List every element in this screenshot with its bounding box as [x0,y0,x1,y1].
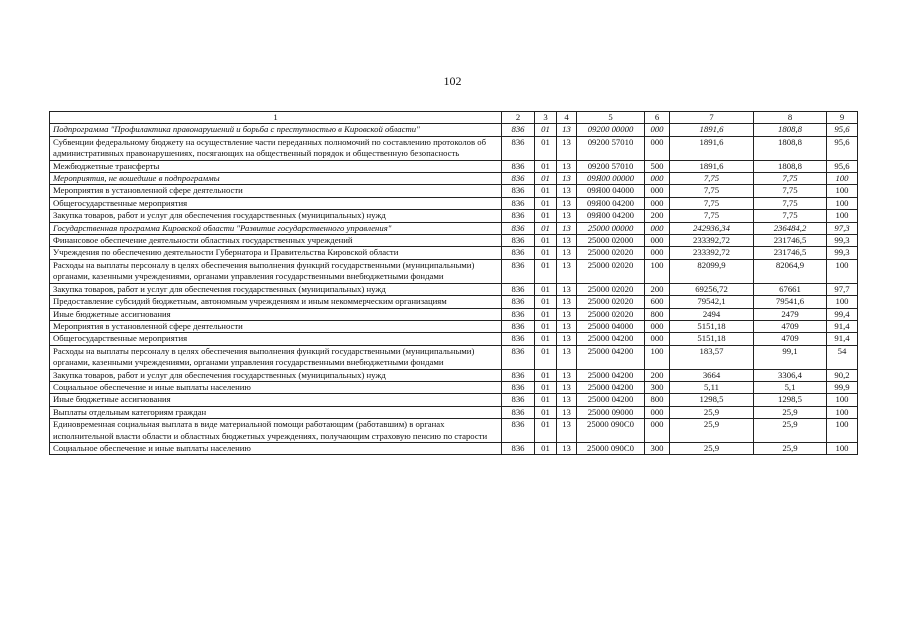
subsection-code: 13 [557,283,577,295]
execution-percent: 100 [827,173,858,185]
admin-code: 836 [502,222,535,234]
subsection-code: 13 [557,442,577,454]
expense-type: 200 [645,283,670,295]
row-name: Выплаты отдельным категориям граждан [50,406,502,418]
admin-code: 836 [502,320,535,332]
row-name: Закупка товаров, работ и услуг для обеспечения государственных (муниципальных) нужд [50,283,502,295]
subsection-code: 13 [557,406,577,418]
planned-amount: 1891,6 [670,124,754,136]
planned-amount: 5151,18 [670,320,754,332]
row-name: Финансовое обеспечение деятельности областных государственных учреждений [50,235,502,247]
header-col-9: 9 [827,112,858,124]
execution-percent: 100 [827,185,858,197]
planned-amount: 79542,1 [670,296,754,308]
expense-type: 000 [645,222,670,234]
page-number: 102 [443,74,462,88]
row-name: Учреждения по обеспечению деятельности Губернатора и Правительства Кировской области [50,247,502,259]
planned-amount: 7,75 [670,210,754,222]
table-row [50,283,858,295]
expense-type: 000 [645,124,670,136]
table-row [50,173,858,185]
header-col-7: 7 [670,112,754,124]
executed-amount: 82064,9 [754,259,827,283]
executed-amount: 7,75 [754,173,827,185]
expense-type: 200 [645,210,670,222]
execution-percent: 97,3 [827,222,858,234]
subsection-code: 13 [557,259,577,283]
target-article: 09Я00 04000 [577,185,645,197]
header-col-3: 3 [535,112,557,124]
table-row [50,185,858,197]
planned-amount: 1891,6 [670,136,754,160]
header-col-8: 8 [754,112,827,124]
admin-code: 836 [502,345,535,369]
target-article: 25000 04200 [577,369,645,381]
row-name: Мероприятия, не вошедшие в подпрограммы [50,173,502,185]
section-code: 01 [535,136,557,160]
section-code: 01 [535,369,557,381]
planned-amount: 82099,9 [670,259,754,283]
target-article: 25000 00000 [577,222,645,234]
target-article: 09Я00 04200 [577,197,645,209]
section-code: 01 [535,419,557,443]
admin-code: 836 [502,394,535,406]
section-code: 01 [535,308,557,320]
table-row [50,308,858,320]
section-code: 01 [535,197,557,209]
header-col-6: 6 [645,112,670,124]
row-name: Закупка товаров, работ и услуг для обеспечения государственных (муниципальных) нужд [50,210,502,222]
subsection-code: 13 [557,419,577,443]
execution-percent: 91,4 [827,320,858,332]
planned-amount: 7,75 [670,185,754,197]
table-row [50,419,858,443]
budget-table [49,111,858,455]
row-name: Мероприятия в установленной сфере деятельности [50,185,502,197]
table-row [50,197,858,209]
section-code: 01 [535,222,557,234]
execution-percent: 95,6 [827,160,858,172]
admin-code: 836 [502,197,535,209]
subsection-code: 13 [557,210,577,222]
table-row [50,136,858,160]
subsection-code: 13 [557,308,577,320]
execution-percent: 97,7 [827,283,858,295]
subsection-code: 13 [557,197,577,209]
execution-percent: 100 [827,419,858,443]
executed-amount: 25,9 [754,442,827,454]
table-row [50,296,858,308]
admin-code: 836 [502,283,535,295]
planned-amount: 233392,72 [670,235,754,247]
row-name: Межбюджетные трансферты [50,160,502,172]
expense-type: 600 [645,296,670,308]
table-row [50,259,858,283]
subsection-code: 13 [557,185,577,197]
admin-code: 836 [502,369,535,381]
target-article: 09200 00000 [577,124,645,136]
header-col-5: 5 [577,112,645,124]
execution-percent: 90,2 [827,369,858,381]
subsection-code: 13 [557,235,577,247]
executed-amount: 79541,6 [754,296,827,308]
admin-code: 836 [502,136,535,160]
table-row [50,222,858,234]
admin-code: 836 [502,160,535,172]
table-row [50,235,858,247]
subsection-code: 13 [557,173,577,185]
section-code: 01 [535,320,557,332]
target-article: 25000 02000 [577,235,645,247]
expense-type: 000 [645,197,670,209]
expense-type: 800 [645,308,670,320]
execution-percent: 100 [827,442,858,454]
table-row [50,247,858,259]
header-col-1: 1 [50,112,502,124]
section-code: 01 [535,283,557,295]
admin-code: 836 [502,173,535,185]
execution-percent: 95,6 [827,136,858,160]
table-row [50,160,858,172]
target-article: 25000 04000 [577,320,645,332]
section-code: 01 [535,333,557,345]
target-article: 25000 09000 [577,406,645,418]
admin-code: 836 [502,381,535,393]
section-code: 01 [535,406,557,418]
planned-amount: 69256,72 [670,283,754,295]
executed-amount: 5,1 [754,381,827,393]
admin-code: 836 [502,419,535,443]
execution-percent: 91,4 [827,333,858,345]
section-code: 01 [535,345,557,369]
table-row [50,394,858,406]
executed-amount: 1808,8 [754,136,827,160]
executed-amount: 3306,4 [754,369,827,381]
executed-amount: 7,75 [754,197,827,209]
target-article: 09Я00 04200 [577,210,645,222]
section-code: 01 [535,259,557,283]
subsection-code: 13 [557,381,577,393]
subsection-code: 13 [557,369,577,381]
expense-type: 500 [645,160,670,172]
executed-amount: 67661 [754,283,827,295]
target-article: 09200 57010 [577,160,645,172]
expense-type: 800 [645,394,670,406]
executed-amount: 4709 [754,333,827,345]
execution-percent: 99,4 [827,308,858,320]
target-article: 25000 04200 [577,381,645,393]
table-row [50,381,858,393]
execution-percent: 100 [827,197,858,209]
row-name: Иные бюджетные ассигнования [50,308,502,320]
planned-amount: 242936,34 [670,222,754,234]
subsection-code: 13 [557,124,577,136]
table-row [50,333,858,345]
table-row [50,406,858,418]
planned-amount: 233392,72 [670,247,754,259]
table-body [50,124,858,455]
section-code: 01 [535,160,557,172]
expense-type: 000 [645,136,670,160]
section-code: 01 [535,394,557,406]
section-code: 01 [535,210,557,222]
executed-amount: 231746,5 [754,247,827,259]
planned-amount: 183,57 [670,345,754,369]
executed-amount: 25,9 [754,406,827,418]
expense-type: 200 [645,369,670,381]
subsection-code: 13 [557,222,577,234]
row-name: Подпрограмма "Профилактика правонарушений и борьба с преступностью в Кировской области" [50,124,502,136]
target-article: 25000 02020 [577,308,645,320]
planned-amount: 1891,6 [670,160,754,172]
execution-percent: 100 [827,210,858,222]
section-code: 01 [535,235,557,247]
execution-percent: 99,3 [827,247,858,259]
subsection-code: 13 [557,345,577,369]
section-code: 01 [535,381,557,393]
target-article: 25000 090С0 [577,442,645,454]
target-article: 25000 04200 [577,333,645,345]
admin-code: 836 [502,235,535,247]
row-name: Социальное обеспечение и иные выплаты населению [50,442,502,454]
subsection-code: 13 [557,296,577,308]
expense-type: 000 [645,406,670,418]
executed-amount: 2479 [754,308,827,320]
execution-percent: 100 [827,296,858,308]
target-article: 25000 04200 [577,345,645,369]
execution-percent: 54 [827,345,858,369]
header-col-4: 4 [557,112,577,124]
expense-type: 300 [645,381,670,393]
execution-percent: 100 [827,394,858,406]
planned-amount: 7,75 [670,197,754,209]
section-code: 01 [535,185,557,197]
execution-percent: 99,3 [827,235,858,247]
section-code: 01 [535,296,557,308]
target-article: 25000 04200 [577,394,645,406]
planned-amount: 25,9 [670,442,754,454]
expense-type: 100 [645,259,670,283]
executed-amount: 1298,5 [754,394,827,406]
expense-type: 000 [645,173,670,185]
subsection-code: 13 [557,136,577,160]
admin-code: 836 [502,308,535,320]
row-name: Мероприятия в установленной сфере деятельности [50,320,502,332]
row-name: Общегосударственные мероприятия [50,333,502,345]
executed-amount: 1808,8 [754,160,827,172]
execution-percent: 95,6 [827,124,858,136]
expense-type: 000 [645,185,670,197]
execution-percent: 100 [827,406,858,418]
admin-code: 836 [502,442,535,454]
row-name: Закупка товаров, работ и услуг для обеспечения государственных (муниципальных) нужд [50,369,502,381]
planned-amount: 7,75 [670,173,754,185]
execution-percent: 100 [827,259,858,283]
executed-amount: 7,75 [754,185,827,197]
target-article: 25000 02020 [577,296,645,308]
header-row [50,112,858,124]
section-code: 01 [535,124,557,136]
row-name: Общегосударственные мероприятия [50,197,502,209]
section-code: 01 [535,442,557,454]
target-article: 25000 02020 [577,283,645,295]
planned-amount: 3664 [670,369,754,381]
admin-code: 836 [502,259,535,283]
table-row [50,124,858,136]
section-code: 01 [535,173,557,185]
planned-amount: 2494 [670,308,754,320]
executed-amount: 99,1 [754,345,827,369]
table-row [50,345,858,369]
executed-amount: 231746,5 [754,235,827,247]
expense-type: 000 [645,333,670,345]
subsection-code: 13 [557,333,577,345]
planned-amount: 5,11 [670,381,754,393]
row-name: Иные бюджетные ассигнования [50,394,502,406]
admin-code: 836 [502,210,535,222]
subsection-code: 13 [557,394,577,406]
section-code: 01 [535,247,557,259]
row-name: Единовременная социальная выплата в виде материальной помощи работающим (работавшим) в органах исполнительной власти области и областных бюджетных учреждениях, получающим страховую пенсию по старости [50,419,502,443]
expense-type: 300 [645,442,670,454]
table-row [50,210,858,222]
executed-amount: 7,75 [754,210,827,222]
admin-code: 836 [502,247,535,259]
subsection-code: 13 [557,160,577,172]
subsection-code: 13 [557,247,577,259]
header-col-2: 2 [502,112,535,124]
target-article: 09200 57010 [577,136,645,160]
admin-code: 836 [502,333,535,345]
table-row [50,442,858,454]
row-name: Государственная программа Кировской области "Развитие государственного управления" [50,222,502,234]
executed-amount: 236484,2 [754,222,827,234]
expense-type: 000 [645,235,670,247]
table-row [50,320,858,332]
expense-type: 100 [645,345,670,369]
target-article: 25000 02020 [577,247,645,259]
planned-amount: 25,9 [670,419,754,443]
row-name: Расходы на выплаты персоналу в целях обеспечения выполнения функций государственными (муниципальными) органами, казенными учреждениями, органами управления государственными внебюджетными фондами [50,259,502,283]
execution-percent: 99,9 [827,381,858,393]
expense-type: 000 [645,419,670,443]
target-article: 25000 02020 [577,259,645,283]
executed-amount: 25,9 [754,419,827,443]
executed-amount: 4709 [754,320,827,332]
admin-code: 836 [502,124,535,136]
row-name: Субвенции федеральному бюджету на осуществление части переданных полномочий по составлению протоколов об административных правонарушениях, посягающих на общественный порядок и общественную безопасность [50,136,502,160]
planned-amount: 5151,18 [670,333,754,345]
row-name: Предоставление субсидий бюджетным, автономным учреждениям и иным некоммерческим организациям [50,296,502,308]
expense-type: 000 [645,247,670,259]
row-name: Расходы на выплаты персоналу в целях обеспечения выполнения функций государственными (муниципальными) органами, казенными учреждениями, органами управления государственными внебюджетными фондами [50,345,502,369]
admin-code: 836 [502,185,535,197]
table-row [50,369,858,381]
planned-amount: 1298,5 [670,394,754,406]
target-article: 25000 090С0 [577,419,645,443]
admin-code: 836 [502,296,535,308]
executed-amount: 1808,8 [754,124,827,136]
planned-amount: 25,9 [670,406,754,418]
expense-type: 000 [645,320,670,332]
row-name: Социальное обеспечение и иные выплаты населению [50,381,502,393]
target-article: 09Я00 00000 [577,173,645,185]
admin-code: 836 [502,406,535,418]
subsection-code: 13 [557,320,577,332]
